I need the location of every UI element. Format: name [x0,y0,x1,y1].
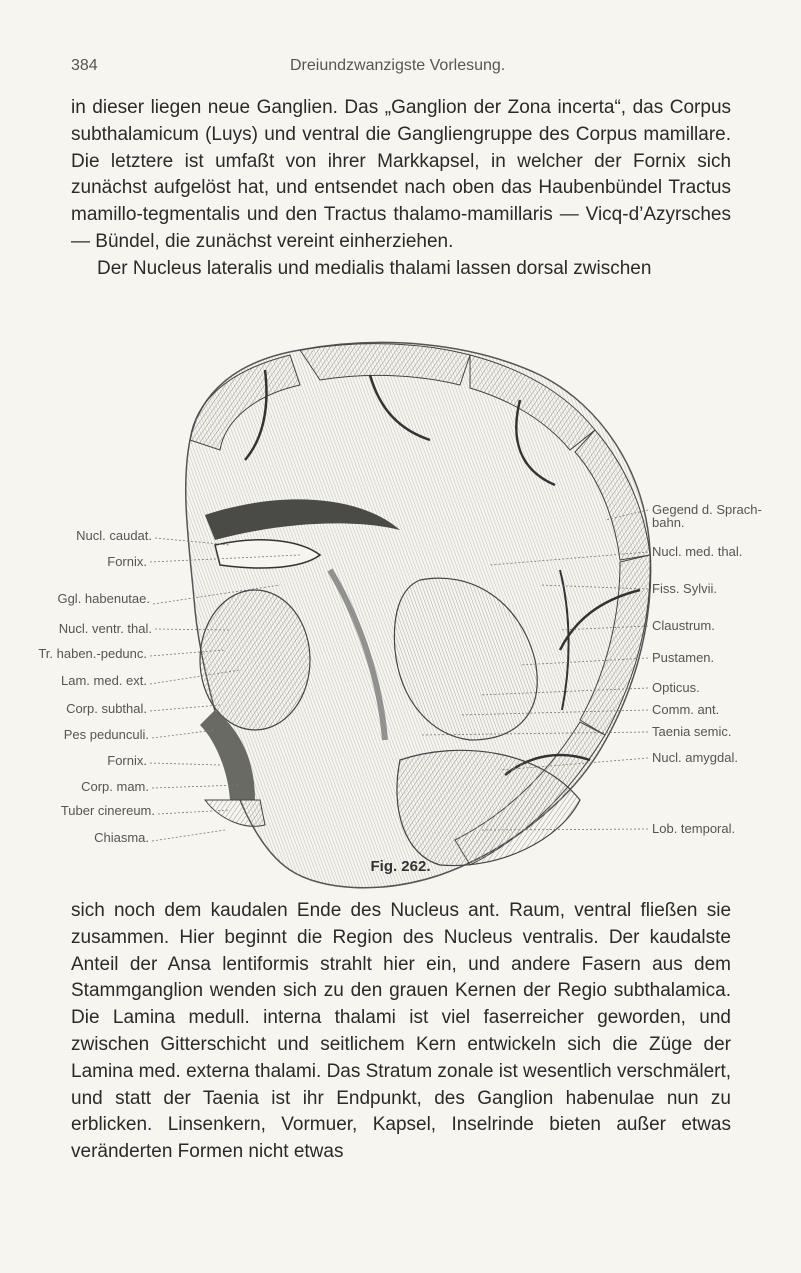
text-line: Corpus mamillare. Die letztere ist umfaßt von ihrer Markkapsel, in [71,123,731,172]
page-number: 384 [71,57,98,74]
label-gegend-sprachbahn: Gegend d. Sprach- [652,502,762,517]
label-nucl-med-thal: Nucl. med. thal. [652,544,743,559]
label-tr-haben-pedunc: Tr. haben.-pedunc. [38,646,147,661]
label-fornix-lower: Fornix. [107,753,147,768]
chiasma [205,800,265,826]
text-line: Der Nucleus lateralis und medialis thalami lassen dorsal zwischen [97,257,652,279]
text-line: aus dem Stammganglion wenden sich zu den grauen Kernen der Regio [71,953,732,1002]
text-line: Kapsel, Inselrinde bieten außer etwas veränderten Formen nicht etwas [71,1114,731,1163]
paragraph-top [71,95,731,283]
label-fiss-sylvii: Fiss. Sylvii. [652,581,717,596]
text-line: geworden, und zwischen Gitterschicht und seitlichem Kern entwickeln [71,1007,731,1055]
label-chiasma: Chiasma. [94,830,149,845]
text-line: des Ganglion habenulae nun zu erblicken. Linsenkern, Vormuer, [71,1087,731,1136]
text-line: sie zusammen. Hier beginnt die Region des Nucleus ventralis. Der [71,900,732,948]
label-fornix: Fornix. [107,554,147,569]
thalamus [200,590,310,730]
label-tuber-cinereum: Tuber cinereum. [60,803,155,818]
text-line: subthalamica. Die Lamina medull. interna thalami ist viel faserreicher [71,980,731,1029]
label-lob-temporal: Lob. temporal. [652,821,736,836]
label-taenia-semic: Taenia semic. [652,724,732,739]
text-line: thalamo-mamillaris — Vicq-d’Azyrsches — Bündel, die zunächst vereint [71,204,731,252]
figure-caption: Fig. 262. [370,858,431,875]
label-corp-subthal: Corp. subthal. [66,701,147,716]
paragraph-bottom [71,898,731,1166]
running-header [0,57,801,81]
text-line: ist wesentlich verschmälert, und statt der Taenia ist ihr Endpunkt, [71,1060,732,1109]
figure-262 [0,330,801,920]
label-opticus: Opticus. [652,680,700,695]
text-line: sich die Züge der Lamina med. externa thalami. Das Stratum zonale [71,1033,732,1082]
label-pustamen: Pustamen. [652,650,715,665]
label-comm-ant: Comm. ant. [652,702,720,717]
label-ggl-habenutae: Ggl. habenutae. [57,591,150,606]
text-line: kaudalste Anteil der Ansa lentiformis strahlt hier ein, und andere Fasern [71,926,731,975]
label-lam-med-ext: Lam. med. ext. [61,673,147,688]
text-line: einherziehen. [339,230,454,252]
label-nucl-amygdal: Nucl. amygdal. [652,750,738,765]
text-line: welcher der Fornix sich zunächst aufgelöst hat, und entsendet nach [71,150,732,199]
text-line: Corpus subthalamicum (Luys) und ventral die Gangliengruppe des [71,97,732,145]
label-pes-pedunculi: Pes pedunculi. [63,727,149,742]
running-title: Dreiundzwanzigste Vorlesung. [290,57,506,74]
label-claustrum: Claustrum. [652,618,715,633]
label-nucl-caudat: Nucl. caudat. [76,528,152,543]
label-corp-mam: Corp. mam. [81,779,149,794]
text-line: oben das Haubenbündel Tractus mamillo-tegmentalis und den Tractus [71,177,732,226]
label-gegend-sprachbahn-2: bahn. [652,515,685,530]
text-line: sich noch dem kaudalen Ende des Nucleus ant. Raum, ventral fließen [71,900,698,921]
label-nucl-ventr-thal: Nucl. ventr. thal. [58,621,152,636]
text-line: in dieser liegen neue Ganglien. Das „Ganglion der Zona incerta“, das [71,97,664,118]
